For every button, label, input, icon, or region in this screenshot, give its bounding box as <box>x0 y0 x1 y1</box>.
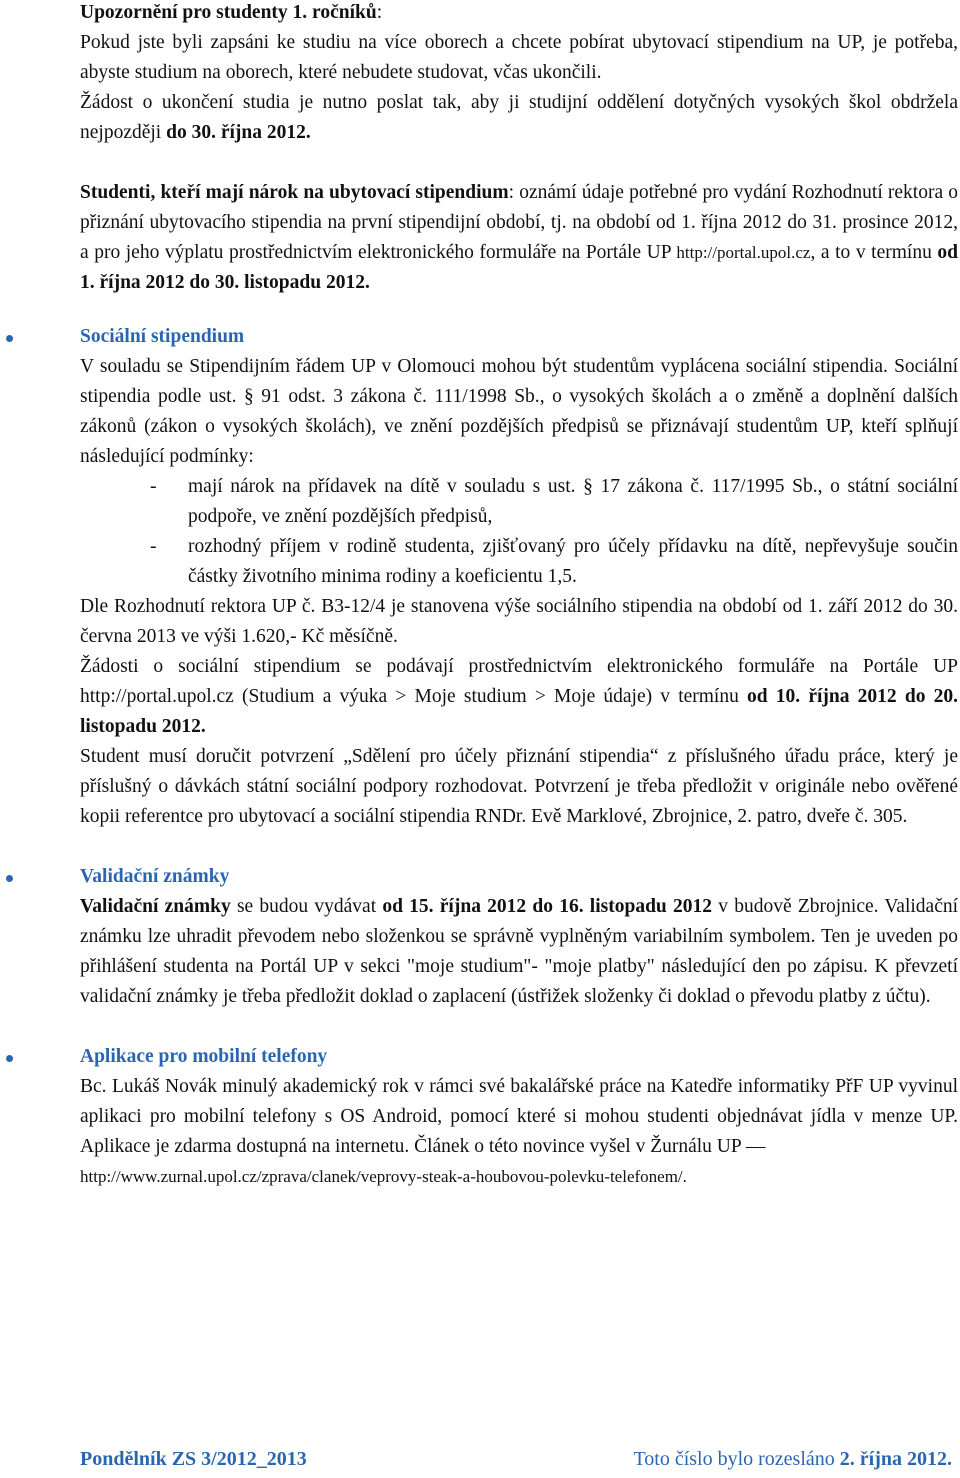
notice-heading: Upozornění pro studenty 1. ročníků <box>80 2 377 23</box>
distribution-note: Toto číslo bylo rozesláno 2. října 2012. <box>633 1448 952 1470</box>
document-page <box>80 0 958 1192</box>
article-link[interactable]: http://www.zurnal.upol.cz/zprava/clanek/veprovy-steak-a-houbovou-polevku-telefonem/. <box>80 1167 687 1186</box>
validation-text: Validační známky se budou vydávat od 15. října 2012 do 16. listopadu 2012 v budově Zbrojnice. Validační známku lze uhradit převodem nebo složenkou se správně vyplněným variabilním symbolem. Ten je uveden po přihlášení studenta na Portál UP v sekci "moje studium"- "moje platby" následující den po zápisu. K převzetí validační známky je třeba předložit doklad o zaplacení (ústřižek složenky či doklad o převodu platby z účtu). <box>80 896 959 1007</box>
housing-stipend-lead: Studenti, kteří mají nárok na ubytovací stipendium <box>80 182 509 203</box>
application-info: Žádosti o sociální stipendium se podávají prostřednictvím elektronického formuláře na Portále UP http://portal.upol.cz (Studium a výuka > Moje studium > Moje údaje) v termínu od 10. října 2012 do 20. listopadu 2012. <box>80 656 958 737</box>
section-social-stipend <box>80 322 958 832</box>
issue-label: Pondělník ZS 3/2012_2013 <box>80 1448 307 1470</box>
notice-paragraph-1: Pokud jste byli zapsáni ke studiu na více oborech a chcete pobírat ubytovací stipendium na UP, je potřeba, abyste studium na oborech, které nebudete studovat, včas ukončili. <box>80 32 958 83</box>
section-mobile-apps <box>80 1042 958 1192</box>
page-footer <box>80 1448 952 1472</box>
section-validation-stamps <box>80 862 958 1012</box>
bullet-icon <box>6 875 13 882</box>
social-intro: V souladu se Stipendijním řádem UP v Olomouci mohou být studentům vyplácena sociální stipendia. Sociální stipendia podle ust. § 91 odst. 3 zákona č. 111/1998 Sb., o vysokých školách a o změně a doplnění dalších zákonů (zákon o vysokých školách), ve znění pozdějších předpisů se přiznávají studentům UP, kteří splňují následující podmínky: <box>80 356 958 467</box>
first-year-notice: Upozornění pro studenty 1. ročníků: Pokud jste byli zapsáni ke studiu na více oborech a chcete pobírat ubytovací stipendium na UP, je potřeba, abyste studium na oborech, které nebudete studovat, včas ukončili. Žádost o ukončení studia je nutno poslat tak, aby ji studijní oddělení dotyčných vysokých škol obdržela nejpozději do 30. října 2012. <box>80 0 958 148</box>
confirmation-info: Student musí doručit potvrzení „Sdělení pro účely přiznání stipendia“ z příslušného úřadu práce, který je příslušný o dávkách státní sociální podpory rozhodovat. Potvrzení je třeba předložit v originále nebo ověřené kopii referentce pro ubytovací a sociální stipendia RNDr. Evě Marklové, Zbrojnice, 2. patro, dveře č. 305. <box>80 746 958 827</box>
section-title: Validační známky <box>80 866 230 887</box>
bullet-icon <box>6 1055 13 1062</box>
section-title: Aplikace pro mobilní telefony <box>80 1046 328 1067</box>
notice-paragraph-2: Žádost o ukončení studia je nutno poslat tak, aby ji studijní oddělení dotyčných vysokých škol obdržela nejpozději do 30. října 2012. <box>80 92 958 143</box>
condition-item: - mají nárok na přídavek na dítě v souladu s ust. § 17 zákona č. 117/1995 Sb., o státní sociální podpoře, ve znění pozdějších předpisů, <box>150 476 958 527</box>
bullet-icon <box>6 335 13 342</box>
portal-link[interactable]: http://portal.upol.cz <box>676 243 811 262</box>
rector-decision: Dle Rozhodnutí rektora UP č. B3-12/4 je stanovena výše sociálního stipendia na období od 1. září 2012 do 30. června 2013 ve výši 1.620,- Kč měsíčně. <box>80 596 958 647</box>
section-title: Sociální stipendium <box>80 326 245 347</box>
app-text: Bc. Lukáš Novák minulý akademický rok v rámci své bakalářské práce na Katedře informatiky PřF UP vyvinul aplikaci pro mobilní telefony s OS Android, pomocí které si mohou studenti objednávat jídla v menze UP. Aplikace je zdarma dostupná na internetu. Článek o této novince vyšel v Žurnálu UP — <box>80 1076 958 1157</box>
housing-stipend-paragraph: Studenti, kteří mají nárok na ubytovací stipendium: oznámí údaje potřebné pro vydání Rozhodnutí rektora o přiznání ubytovacího stipendia na první stipendijní období, tj. na období od 1. října 2012 do 31. prosince 2012, a pro jeho výplatu prostřednictvím elektronického formuláře na Portále UP http://portal.upol.cz, a to v termínu od 1. října 2012 do 30. listopadu 2012. <box>80 182 959 293</box>
condition-item: - rozhodný příjem v rodině studenta, zjišťovaný pro účely přídavku na dítě, nepřevyšuje součin částky životního minima rodiny a koeficientu 1,5. <box>150 536 958 587</box>
